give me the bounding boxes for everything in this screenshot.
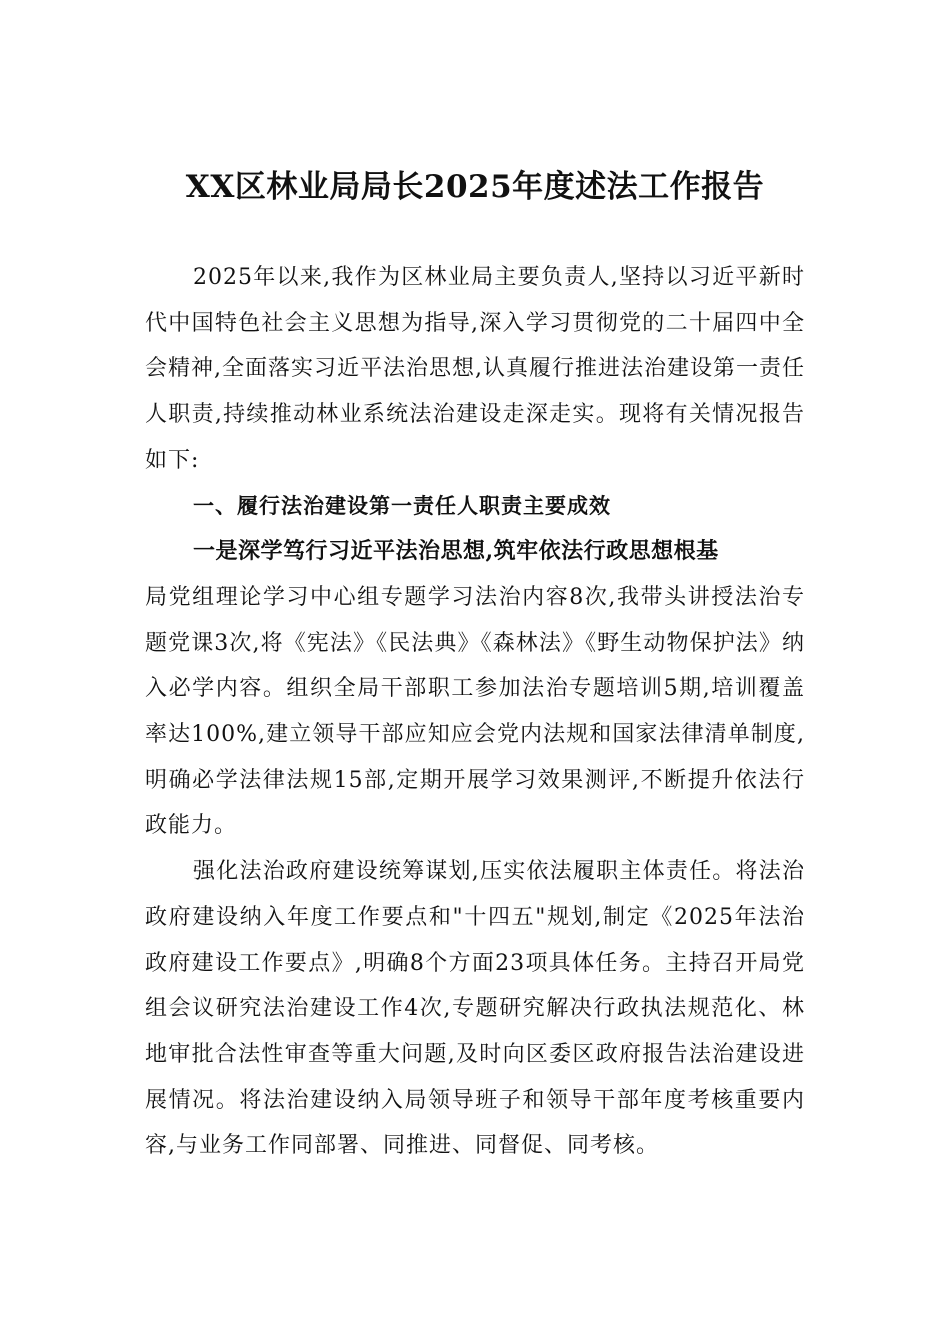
- point-two-paragraph: 强化法治政府建设统筹谋划,压实依法履职主体责任。将法治政府建设纳入年度工作要点和"十四五"规划,制定《2025年法治政府建设工作要点》,明确8个方面23项具体任务。主持召开局党组会议研究法治建设工作4次,专题研究解决行政执法规范化、林地审批合法性审查等重大问题,及时向区委区政府报告法治建设进展情况。将法治建设纳入局领导班子和领导干部年度考核重要内容,与业务工作同部署、同推进、同督促、同考核。: [145, 859, 805, 1159]
- document-body: [145, 255, 805, 1169]
- section-heading: 一、履行法治建设第一责任人职责主要成效: [193, 493, 611, 518]
- point-one-paragraph: 局党组理论学习中心组专题学习法治内容8次,我带头讲授法治专题党课3次,将《宪法》《民法典》《森林法》《野生动物保护法》纳入必学内容。组织全局干部职工参加法治专题培训5期,培训覆盖率达100%,建立领导干部应知应会党内法规和国家法律清单制度,明确必学法律法规15部,定期开展学习效果测评,不断提升依法行政能力。: [145, 584, 805, 839]
- point-heading: 一是深学笃行习近平法治思想,筑牢依法行政思想根基: [193, 538, 719, 565]
- intro-paragraph: 2025年以来,我作为区林业局主要负责人,坚持以习近平新时代中国特色社会主义思想为指导,深入学习贯彻党的二十届四中全会精神,全面落实习近平法治思想,认真履行推进法治建设第一责任人职责,持续推动林业系统法治建设走深走实。现将有关情况报告如下:: [145, 265, 805, 473]
- document-title: XX区林业局局长2025年度述法工作报告: [185, 169, 765, 205]
